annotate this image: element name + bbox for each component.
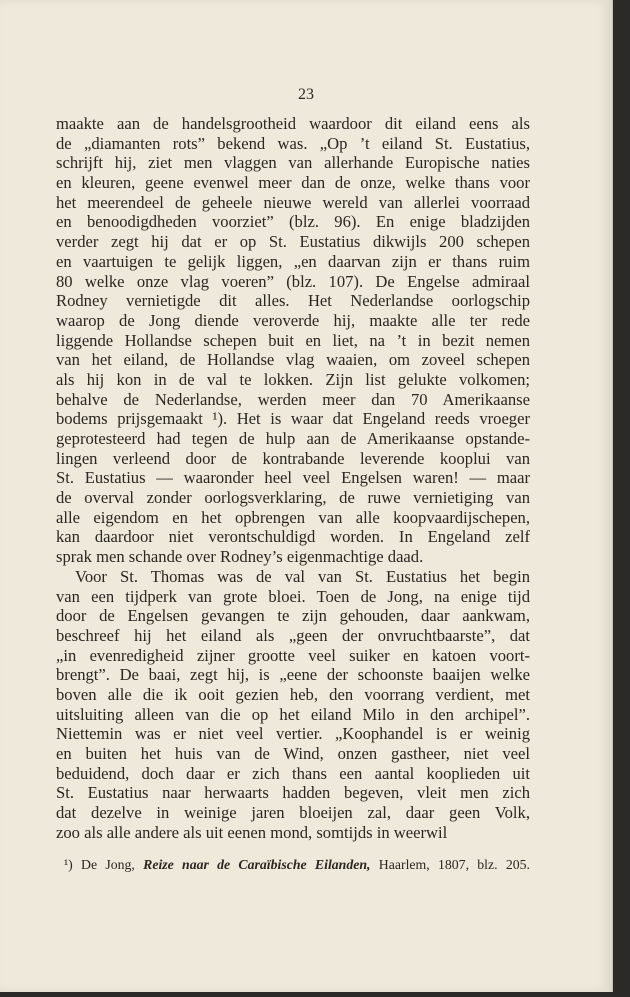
text-line: St. Eustatius naar herwaarts hadden begeven, vleit men zich [56, 783, 530, 803]
text-line: lingen verleend door de kontrabande leverende kooplui van [56, 448, 530, 468]
text-line: „in evenredigheid zijner grootte veel suiker en katoen voort- [56, 645, 530, 665]
text-line: beschreef hij het eiland als „geen der onvruchtbaarste”, dat [56, 625, 530, 645]
footnote-details: Haarlem, 1807, blz. 205. [378, 857, 530, 872]
text-line: verder zegt hij dat er op St. Eustatius dikwijls 200 schepen [56, 232, 530, 252]
text-line: sprak men schande over Rodney’s eigenmachtige daad. [56, 547, 424, 567]
text-line: kan daardoor niet verontschuldigd worden. In Engeland zelf [56, 527, 530, 547]
text-line: geprotesteerd had tegen de hulp aan de Amerikaanse opstande- [56, 429, 530, 448]
text-line: schrijft hij, ziet men vlaggen van allerhande Europische naties [56, 153, 530, 173]
text-line: Niettemin was er niet veel vertier. „Koophandel is er weinig [56, 724, 530, 744]
text-line: en benoodigdheden voorziet” (blz. 96). En enige bladzijden [56, 212, 530, 232]
footnote-marker: ¹) [64, 857, 73, 872]
text-line: beduidend, doch daar er zich thans een aantal kooplieden uit [56, 763, 530, 783]
page-number: 23 [298, 86, 314, 103]
text-line: de overval zonder oorlogsverklaring, de ruwe vernietiging van [56, 488, 530, 508]
text-line: als hij kon in de val te lokken. Zijn list gelukte volkomen; [56, 369, 530, 389]
text-line: alle eigendom en het opbrengen van alle koopvaardijschepen, [56, 507, 530, 527]
footnote [64, 857, 530, 873]
text-line: behalve de Nederlandse, werden meer dan 70 Amerikaanse [56, 389, 530, 409]
body-text [56, 114, 530, 842]
text-line: liggende Hollandse schepen buit en liet, na ’t in bezit nemen [56, 330, 530, 350]
text-line: 80 welke onze vlag voeren” (blz. 107). De Engelse admiraal [56, 271, 530, 291]
text-line: brengt”. De baai, zegt hij, is „eene der schoonste baaijen welke [56, 665, 530, 685]
text-line: bodems prijsgemaakt ¹). Het is waar dat Engeland reeds vroeger [56, 409, 530, 429]
footnote-title: Reize naar de Caraïbische Eilanden, [143, 857, 371, 872]
text-line: Voor St. Thomas was de val van St. Eustatius het begin [75, 566, 530, 586]
text-line: van een tijdperk van grote bloei. Toen de Jong, na enige tijd [56, 586, 530, 606]
text-line: waarop de Jong diende veroverde hij, maakte alle ter rede [56, 310, 530, 330]
text-line: de „diamanten rots” bekend was. „Op ’t eiland St. Eustatius, [56, 133, 530, 153]
text-line: St. Eustatius — waaronder heel veel Engelsen waren! — maar [56, 468, 530, 488]
text-line: dat dezelve in weinige jaren bloeijen zal, daar geen Volk, [56, 803, 530, 823]
text-line: zoo als alle andere als uit eenen mond, somtijds in weerwil [56, 822, 448, 842]
text-line: door de Engelsen gevangen te zijn gehouden, daar aankwam, [56, 606, 530, 626]
text-line: maakte aan de handelsgrootheid waardoor dit eiland eens als [56, 114, 530, 133]
footnote-author: De Jong, [81, 857, 135, 872]
text-line: en vaartuigen te gelijk liggen, „en daarvan zijn er thans ruim [56, 251, 530, 271]
text-line: uitsluiting alleen van die op het eiland Milo in den archipel”. [56, 704, 530, 724]
text-line: boven alle die ik ooit gezien heb, den voorrang verdient, met [56, 684, 530, 704]
text-line: en buiten het huis van de Wind, onzen gastheer, niet veel [56, 744, 530, 763]
text-line: het meerendeel de geheele nieuwe wereld van allerlei voorraad [56, 192, 530, 212]
text-line: Rodney vernietigde dit alles. Het Nederlandse oorlogschip [56, 291, 530, 311]
text-line: van het eiland, de Hollandse vlag waaien, om zoveel schepen [56, 350, 530, 370]
text-line: en kleuren, geene evenwel meer dan de onze, welke thans voor [56, 173, 530, 193]
